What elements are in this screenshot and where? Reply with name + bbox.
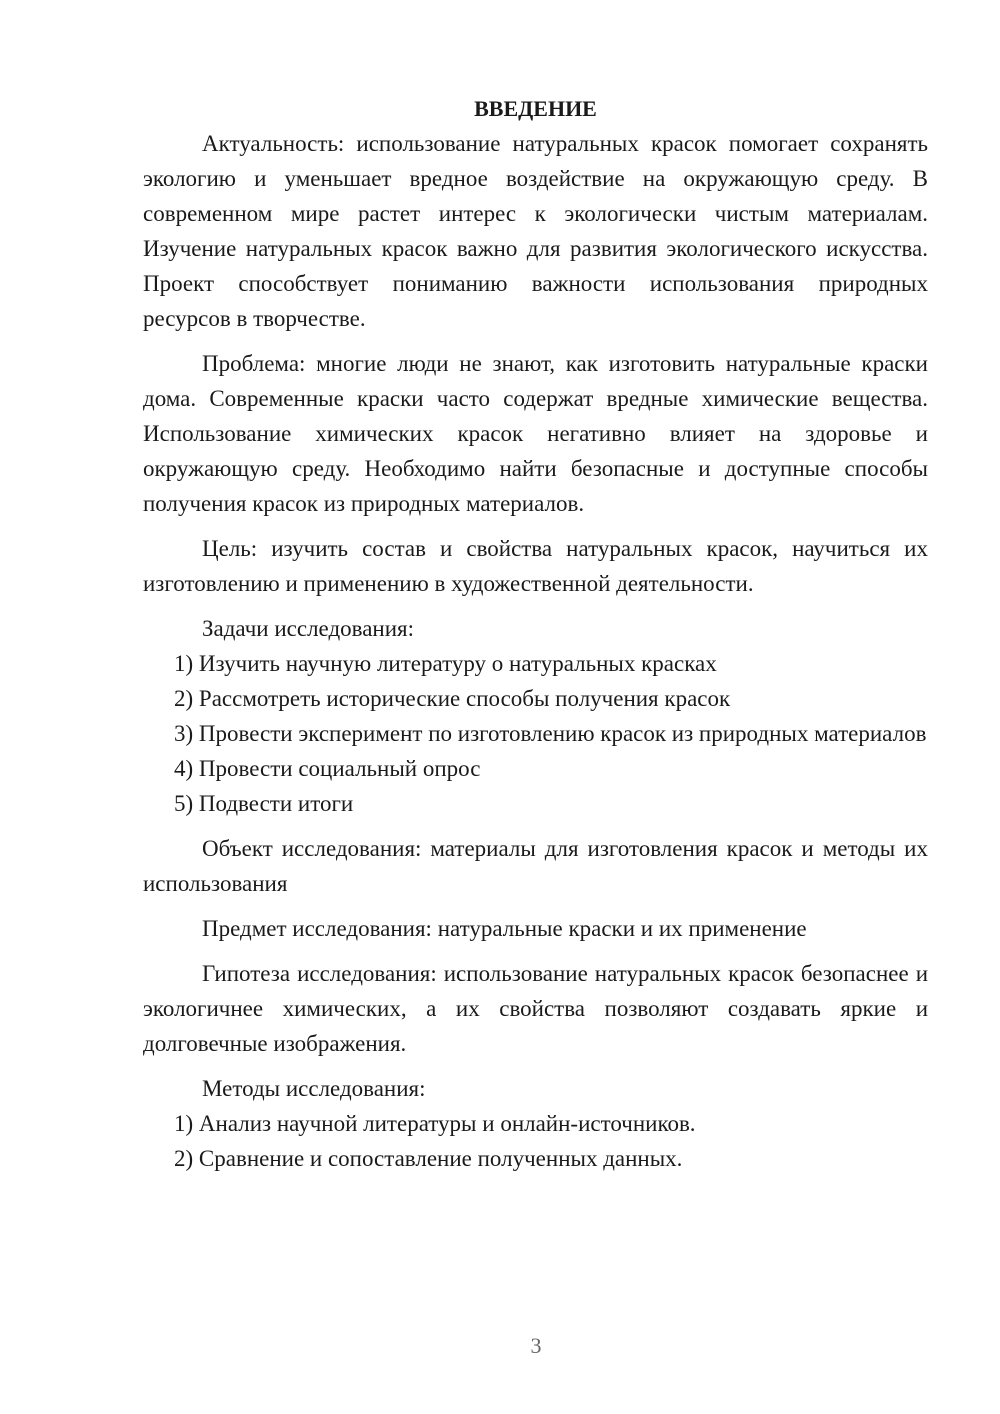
section-title: ВВЕДЕНИЕ bbox=[474, 96, 597, 121]
goal-paragraph: Цель: изучить состав и свойства натуральных красок, научиться их изготовлению и применению в художественной деятельности. bbox=[143, 536, 928, 596]
task-item-1: 1) Изучить научную литературу о натуральных красках bbox=[174, 651, 717, 676]
methods-heading: Методы исследования: bbox=[202, 1076, 426, 1101]
task-item-4: 4) Провести социальный опрос bbox=[174, 756, 481, 781]
hypothesis-paragraph: Гипотеза исследования: использование натуральных красок безопаснее и экологичнее химических, а их свойства позволяют создавать яркие и долговечные изображения. bbox=[143, 961, 928, 1056]
object-paragraph: Объект исследования: материалы для изготовления красок и методы их использования bbox=[143, 836, 928, 896]
task-item-2: 2) Рассмотреть исторические способы получения красок bbox=[174, 686, 731, 711]
method-item-1: 1) Анализ научной литературы и онлайн-источников. bbox=[174, 1111, 696, 1136]
subject-paragraph: Предмет исследования: натуральные краски и их применение bbox=[202, 916, 807, 941]
task-item-5: 5) Подвести итоги bbox=[174, 791, 354, 816]
relevance-paragraph: Актуальность: использование натуральных красок помогает сохранять экологию и уменьшает вредное воздействие на окружающую среду. В современном мире растет интерес к экологически чистым материалам. Изучение натуральных красок важно для развития экологического искусства. Проект способствует пониманию важности использования природных ресурсов в творчестве. bbox=[143, 131, 928, 331]
tasks-heading: Задачи исследования: bbox=[202, 616, 415, 641]
problem-paragraph: Проблема: многие люди не знают, как изготовить натуральные краски дома. Современные краски часто содержат вредные химические вещества. Использование химических красок негативно влияет на здоровье и окружающую среду. Необходимо найти безопасные и доступные способы получения красок из природных материалов. bbox=[143, 351, 928, 516]
page-number: 3 bbox=[530, 1333, 542, 1358]
method-item-2: 2) Сравнение и сопоставление полученных данных. bbox=[174, 1146, 683, 1171]
task-item-3: 3) Провести эксперимент по изготовлению красок из природных материалов bbox=[174, 721, 927, 746]
page-content bbox=[143, 92, 928, 1176]
